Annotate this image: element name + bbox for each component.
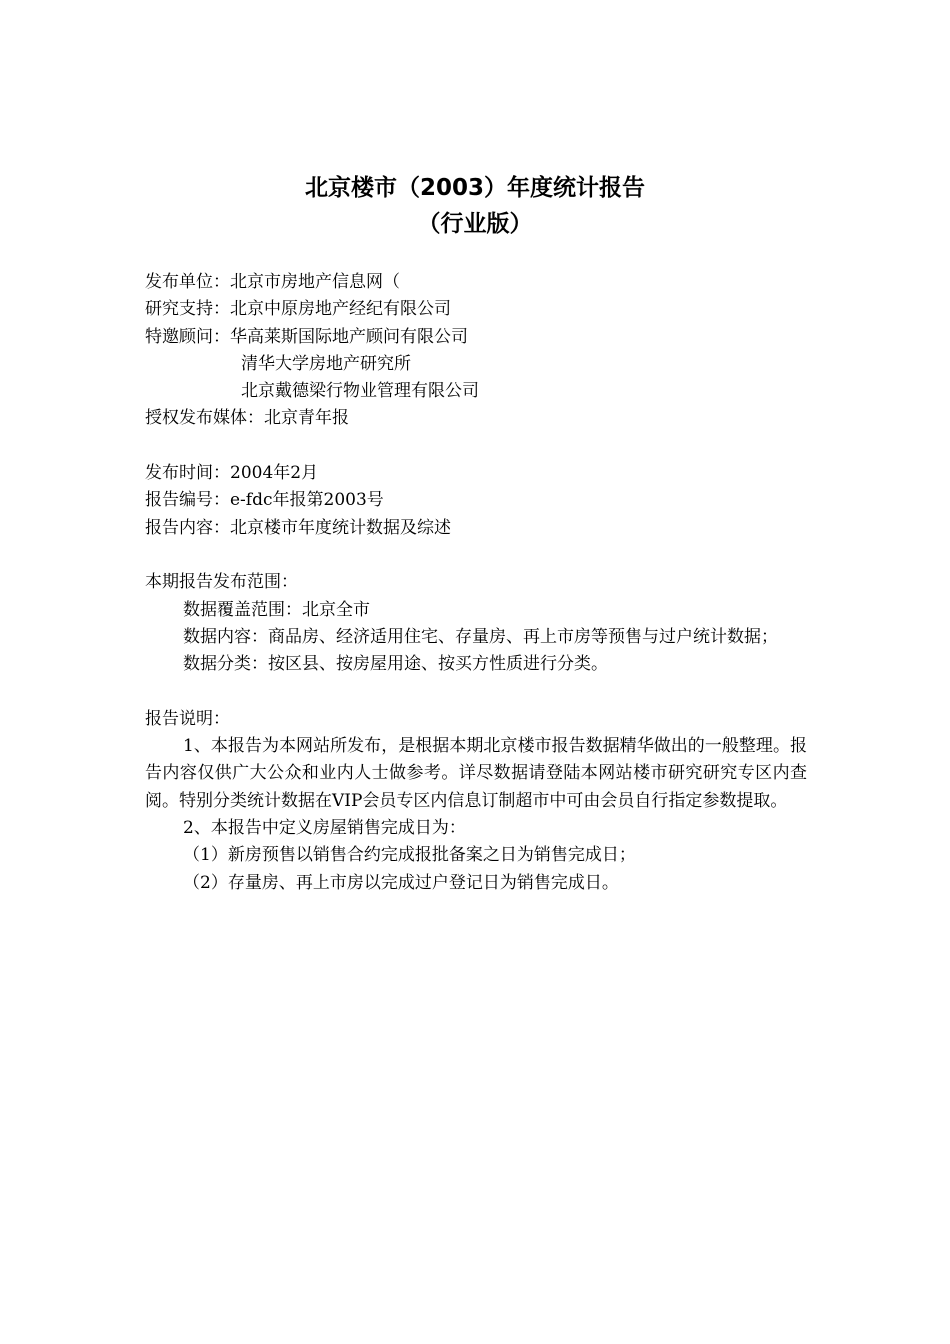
consultant-line-1: 特邀顾问：华高莱斯国际地产顾问有限公司 [145,326,468,347]
report-title-edition: （行业版） [417,211,533,237]
report-title [0,170,950,242]
consultant-line-2: 清华大学房地产研究所 [241,353,411,374]
classification-line: 数据分类：按区县、按房屋用途、按买方性质进行分类。 [183,654,608,675]
issuer-line: 发布单位：北京市房地产信息网（ [145,272,400,292]
spacer [145,678,807,705]
research-support-line: 研究支持：北京中原房地产经纪有限公司 [145,299,451,320]
release-date-line: 发布时间：2004年2月 [145,463,319,484]
note-1-paragraph: 1、本报告为本网站所发布，是根据本期北京楼市报告数据精华做出的一般整理。报告内容仅供广大公众和业内人士做参考。详尽数据请登陆本网站楼市研究研究专区内查阅。特别分类统计数据在VIP会员专区内信息订制超市中可由会员自行指定参数提取。 [145,736,807,811]
note-2-item-1: （1）新房预售以销售合约完成报批备案之日为销售完成日； [183,845,636,866]
notes-heading: 报告说明： [145,708,230,729]
scope-heading: 本期报告发布范围： [145,572,298,593]
media-line: 授权发布媒体：北京青年报 [145,408,349,429]
report-title-main: 北京楼市（2003）年度统计报告 [304,175,645,201]
note-2-line: 2、本报告中定义房屋销售完成日为： [183,817,466,838]
spacer [145,433,807,460]
coverage-line: 数据覆盖范围：北京全市 [183,599,370,620]
data-content-paragraph: 数据内容：商品房、经济适用住宅、存量房、再上市房等预售与过户统计数据； [183,626,778,647]
report-content-line: 报告内容：北京楼市年度统计数据及综述 [145,517,451,538]
note-2-item-2: （2）存量房、再上市房以完成过户登记日为销售完成日。 [183,872,619,893]
spacer [145,542,807,569]
consultant-line-3: 北京戴德梁行物业管理有限公司 [241,381,479,402]
report-number-line: 报告编号：e-fdc年报第2003号 [145,490,384,511]
report-body [145,269,807,897]
